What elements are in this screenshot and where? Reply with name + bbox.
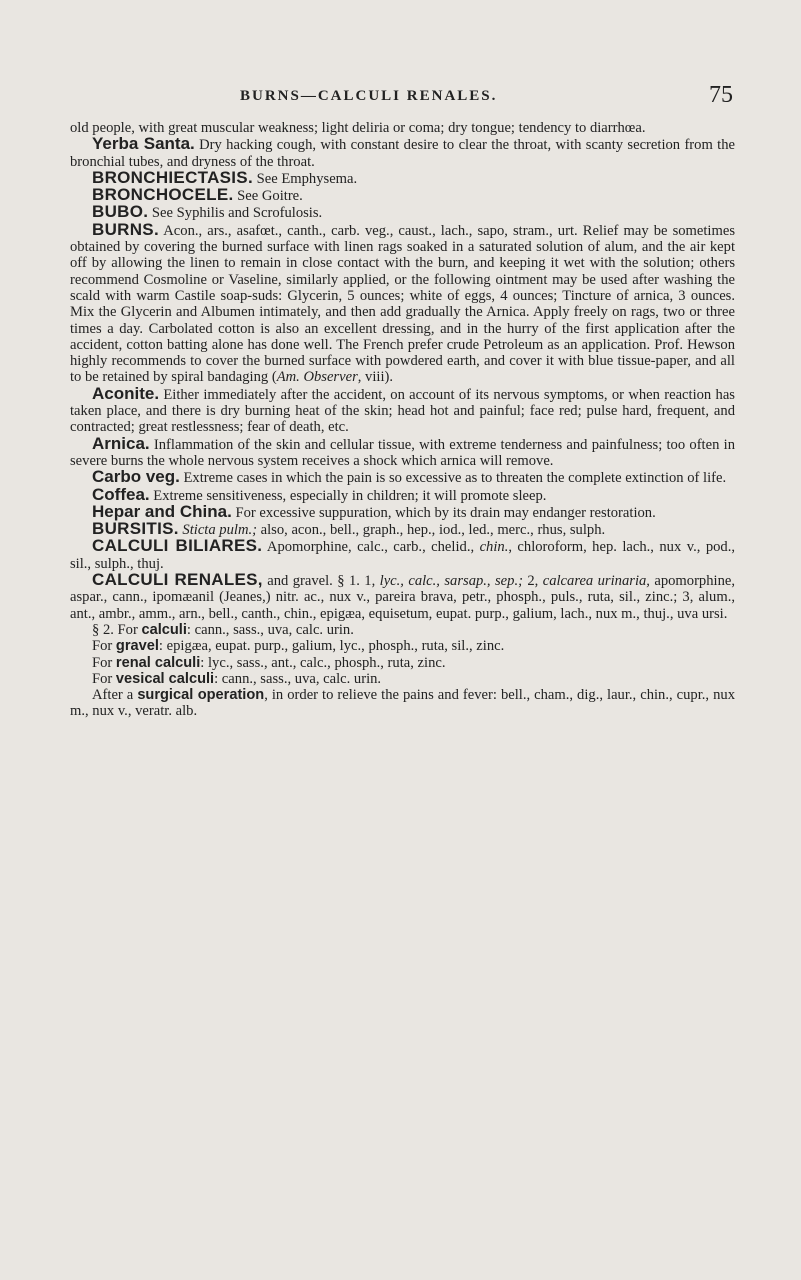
remedy-heading: Yerba Santa. xyxy=(92,134,195,154)
entry-surgical-operation: After a surgical operation, in order to relieve the pains and fever: bell., cham., dig., laur., chin., cupr., nux m., nux v., veratr. alb. xyxy=(70,687,735,720)
subheading: renal calculi xyxy=(115,654,201,671)
subheading: vesical calculi xyxy=(115,670,215,687)
body-text xyxy=(70,120,735,720)
disease-heading: CALCULI BILIARES. xyxy=(92,536,263,556)
running-head xyxy=(0,82,801,110)
entry-yerba-santa: Yerba Santa. Dry hacking cough, with constant desire to clear the throat, with scanty secretion from the bronchial tubes, and dryness of the throat. xyxy=(70,134,735,170)
entry-carbo-veg: Carbo veg. Extreme cases in which the pain is so excessive as to threaten the complete extinction of life. xyxy=(92,467,727,487)
entry-burns: BURNS. Acon., ars., asafœt., canth., carb. veg., caust., lach., sapo, stram., urt. Relief may be sometimes obtained by covering the burned surface with linen rags soaked in a saturated solution of alum, and the air kept off by allowing the linen to remain in close contact with the burn, and keeping it wet with the solution; others recommend Cosmoline or Vaseline, similarly applied, or the following ointment may be used after washing the scald with warm Castile soap-suds: Glycerin, 5 ounces; white of eggs, 4 ounces; Tincture of arnica, 3 ounces. Mix the Glycerin and Albumen intimately, and then add gradually the Arnica. Apply freely on rags, two or three times a day. Carbolated cotton is also an excellent dressing, and in the hurry of the first application after the accident, cotton batting alone has done well. The French prefer crude Petroleum as an application. Prof. Hewson highly recommends to cover the burned surface with powdered earth, and cover it with blue tissue-paper, and all to be retained by spiral bandaging (Am. Observer, viii). xyxy=(70,219,735,386)
entry-gravel: For gravel: epigæa, eupat. purp., galium, lyc., phosph., ruta, sil., zinc. xyxy=(92,638,505,655)
disease-heading: BURSITIS. xyxy=(92,519,179,539)
entry-hepar-china: Hepar and China. For excessive suppuration, which by its drain may endanger restoration. xyxy=(92,501,656,521)
remedy-heading: Carbo veg. xyxy=(92,467,180,487)
entry-aconite: Aconite. Either immediately after the accident, on account of its nervous symptoms, or when reaction has taken place, and there is dry burning heat of the skin; head hot and painful; face red; pulse hard, frequent, and contracted; great restlessness; fear of death, etc. xyxy=(70,383,735,436)
subheading: calculi xyxy=(141,621,187,638)
remedy-heading: Arnica. xyxy=(92,433,150,453)
page-number: 75 xyxy=(709,82,733,108)
remedy-heading: Coffea. xyxy=(92,484,150,504)
entry-bubo: BUBO. See Syphilis and Scrofulosis. xyxy=(92,202,323,222)
remedy-heading: Hepar and China. xyxy=(92,501,232,521)
entry-bronchiectasis: BRONCHIECTASIS. See Emphysema. xyxy=(92,167,358,187)
entry-bronchocele: BRONCHOCELE. See Goitre. xyxy=(92,185,303,205)
paragraph-continuation: old people, with great muscular weakness; light deliria or coma; dry tongue; tendency to diarrhœa. xyxy=(70,120,646,136)
running-title: BURNS—CALCULI RENALES. xyxy=(240,88,498,104)
entry-bursitis: BURSITIS. Sticta pulm.; also, acon., bell., graph., hep., iod., led., merc., rhus, sulph. xyxy=(92,519,606,539)
entry-section-2: § 2. For calculi: cann., sass., uva, calc. urin. xyxy=(92,621,354,638)
disease-heading: BURNS. xyxy=(92,219,159,239)
remedy-heading: Aconite. xyxy=(92,383,160,403)
subheading: surgical operation xyxy=(137,687,265,704)
entry-arnica: Arnica. Inflammation of the skin and cellular tissue, with extreme tenderness and painfulness; too often in severe burns the whole nervous system receives a shock which arnica will remove. xyxy=(70,433,735,469)
entry-calculi-renales: CALCULI RENALES, and gravel. § 1. 1, lyc., calc., sarsap., sep.; 2, calcarea urinaria, apomorphine, aspar., cann., ipomæanil (Jeanes,) nitr. ac., nux v., pareira brava, petr., phosph., puls., ruta, sil., zinc.; 3, alum., ant., ambr., amm., arn., bell., canth., chin., epigæa, equisetum, eupat. purp., galium, lach., nux m., thuj., uva ursi. xyxy=(70,570,736,622)
entry-vesical-calculi: For vesical calculi: cann., sass., uva, calc. urin. xyxy=(92,670,382,687)
subheading: gravel xyxy=(115,638,159,655)
entry-calculi-biliares: CALCULI BILIARES. Apomorphine, calc., carb., chelid., chin., chloroform, hep. lach., nux v., pod., sil., sulph., thuj. xyxy=(70,536,736,572)
disease-heading: BRONCHIECTASIS. xyxy=(92,167,253,187)
disease-heading: BRONCHOCELE. xyxy=(92,185,234,205)
entry-renal-calculi: For renal calculi: lyc., sass., ant., calc., phosph., ruta, zinc. xyxy=(92,654,446,671)
disease-heading: CALCULI RENALES, xyxy=(92,570,263,590)
entry-coffea: Coffea. Extreme sensitiveness, especially in children; it will promote sleep. xyxy=(92,484,547,504)
disease-heading: BUBO. xyxy=(92,202,149,222)
